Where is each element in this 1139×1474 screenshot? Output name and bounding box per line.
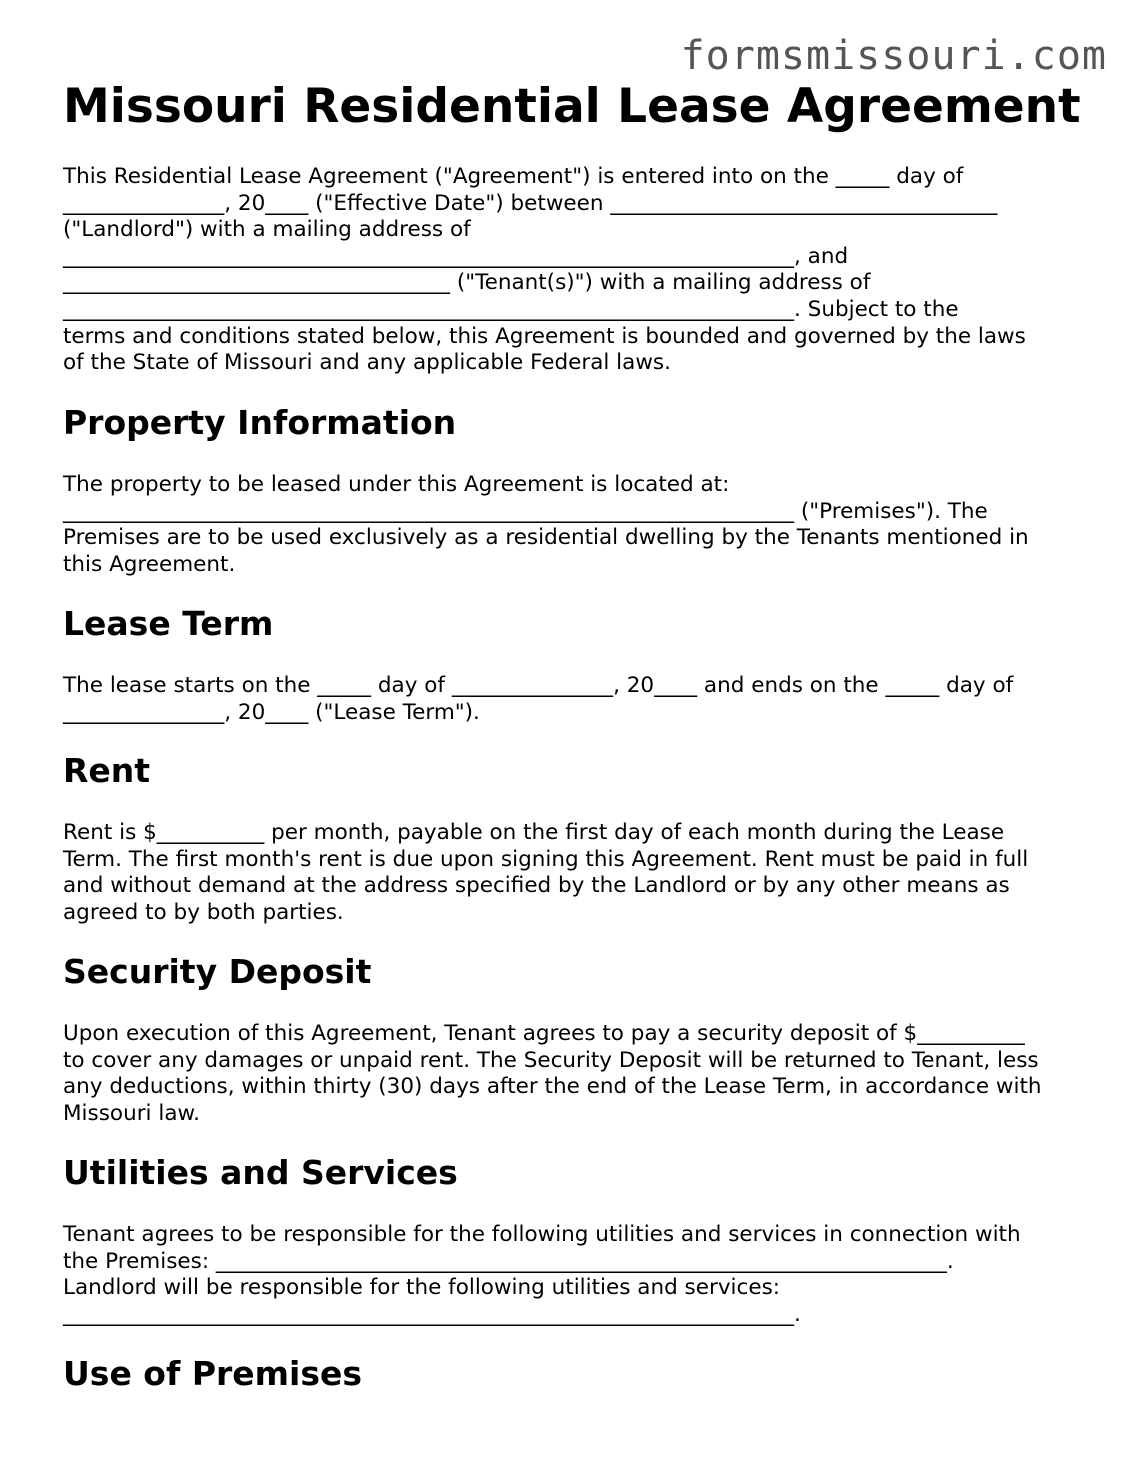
paragraph-line: Tenant agrees to be responsible for the following utilities and services in connection with <box>63 1222 1021 1247</box>
paragraph-line: Term. The first month's rent is due upon signing this Agreement. Rent must be paid in full <box>63 846 1029 872</box>
section-heading-rent: Rent <box>63 751 151 790</box>
paragraph-line: the Premises: ____________________________________________________________________. <box>63 1248 954 1274</box>
intro-line: ____________________________________ ("Tenant(s)") with a mailing address of <box>63 270 871 296</box>
property-information-paragraph <box>63 472 1083 578</box>
intro-line: ("Landlord") with a mailing address of <box>63 217 471 243</box>
utilities-and-services-paragraph <box>63 1222 1083 1328</box>
paragraph-line: any deductions, within thirty (30) days after the end of the Lease Term, in accordance with <box>63 1074 1042 1100</box>
paragraph-line: agreed to by both parties. <box>63 899 344 925</box>
rent-paragraph <box>63 820 1083 926</box>
lease-term-paragraph <box>63 673 1083 726</box>
intro-line: terms and conditions stated below, this Agreement is bounded and governed by the laws <box>63 323 1026 349</box>
intro-line: _______________, 20____ ("Effective Date") between ____________________________________ <box>63 190 998 216</box>
intro-line: ____________________________________________________________________. Subject to the <box>63 296 959 322</box>
paragraph-line: Missouri law. <box>63 1100 200 1126</box>
section-heading-security-deposit: Security Deposit <box>63 952 372 991</box>
section-heading-lease-term: Lease Term <box>63 604 274 643</box>
document-title: Missouri Residential Lease Agreement <box>63 79 1081 134</box>
paragraph-line: The property to be leased under this Agreement is located at: <box>63 472 730 497</box>
paragraph-line: Upon execution of this Agreement, Tenant agrees to pay a security deposit of $__________ <box>63 1021 1025 1046</box>
intro-line: This Residential Lease Agreement ("Agreement") is entered into on the _____ day of <box>63 164 964 189</box>
paragraph-line: Landlord will be responsible for the following utilities and services: <box>63 1275 781 1301</box>
intro-line: ____________________________________________________________________, and <box>63 243 849 269</box>
section-heading-utilities-and-services: Utilities and Services <box>63 1153 458 1192</box>
paragraph-line: The lease starts on the _____ day of _______________, 20____ and ends on the _____ day of <box>63 673 1014 698</box>
paragraph-line: and without demand at the address specified by the Landlord or by any other means as <box>63 873 1010 899</box>
paragraph-line: to cover any damages or unpaid rent. The Security Deposit will be returned to Tenant, less <box>63 1047 1039 1073</box>
section-heading-property-information: Property Information <box>63 403 457 442</box>
security-deposit-paragraph <box>63 1021 1083 1127</box>
intro-paragraph <box>63 164 1083 377</box>
paragraph-line: Premises are to be used exclusively as a residential dwelling by the Tenants mentioned in <box>63 525 1029 551</box>
paragraph-line: ____________________________________________________________________. <box>63 1301 801 1327</box>
paragraph-line: this Agreement. <box>63 551 236 577</box>
paragraph-line: _______________, 20____ ("Lease Term"). <box>63 699 480 725</box>
paragraph-line: Rent is $__________ per month, payable on the first day of each month during the Lease <box>63 820 1005 845</box>
intro-line: of the State of Missouri and any applicable Federal laws. <box>63 350 671 376</box>
section-heading-use-of-premises: Use of Premises <box>63 1354 363 1393</box>
paragraph-line: ____________________________________________________________________ ("Premises"). The <box>63 498 988 524</box>
site-watermark: formsmissouri.com <box>680 33 1107 79</box>
